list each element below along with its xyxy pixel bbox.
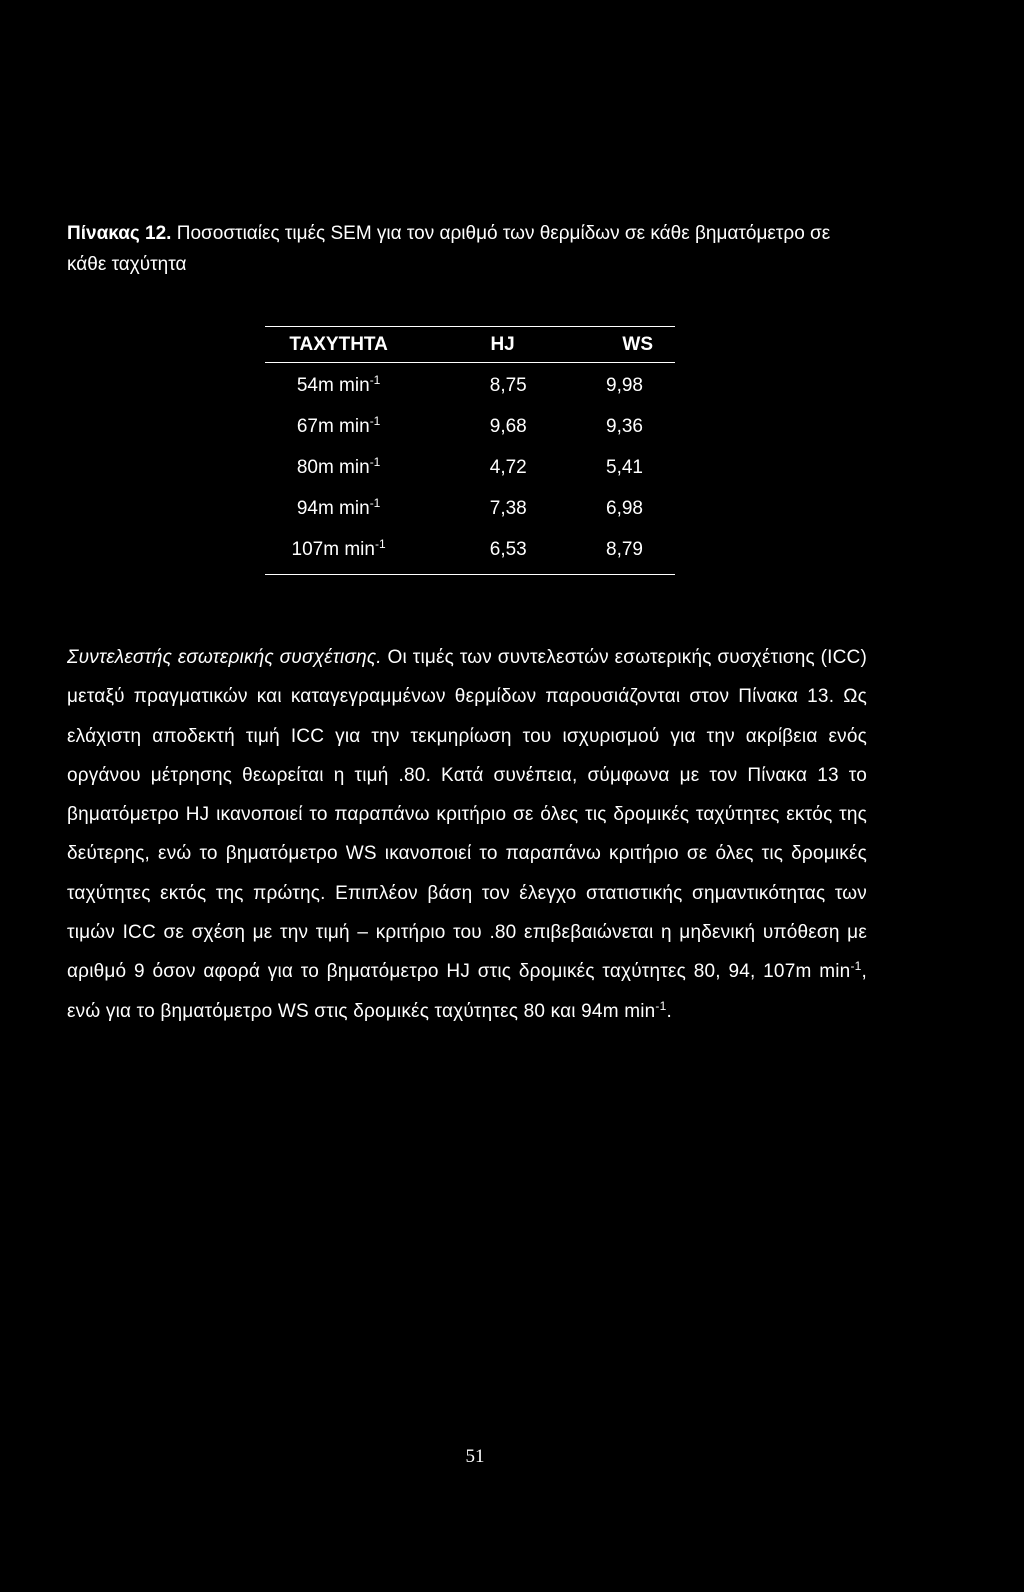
table-caption-label: Πίνακας 12. [67, 223, 172, 244]
sem-table [265, 326, 675, 575]
table-row [265, 363, 675, 407]
icc-paragraph [67, 638, 867, 1031]
speed-cell: 94m $\min^{-1}$ [296, 495, 381, 519]
page-number: 51 [465, 1446, 485, 1467]
ws-cell: 8,79 [606, 538, 643, 560]
table-caption [67, 218, 867, 280]
table-row [265, 488, 675, 529]
superscript: -1 [850, 959, 862, 974]
ws-cell: 9,98 [606, 374, 643, 396]
speed-cell: 54m $\min^{-1}$ [296, 372, 381, 396]
header-speed: ΤΑΧΥΤΗΤΑ [265, 327, 412, 363]
paragraph-lead: Συντελεστής εσωτερικής συσχέτισης. [67, 647, 382, 668]
hj-cell: 8,75 [489, 374, 527, 396]
header-ws: WS [535, 327, 675, 363]
hj-cell: 4,72 [489, 456, 527, 478]
paragraph-body: Οι τιμές των συντελεστών εσωτερικής συσχέτισης (ICC) μεταξύ πραγματικών και καταγεγραμμένων θερμίδων παρουσιάζονται στον Πίνακα 13. Ως ελάχιστη αποδεκτή τιμή ICC για την τεκμηρίωση του ισχυρισμού για την ακρίβεια ενός οργάνου μέτρησης θεωρείται η τιμή .80. Κατά συνέπεια, σύμφωνα με τον Πίνακα 13 το βηματόμετρο HJ ικανοποιεί το παραπάνω κριτήριο σε όλες τις δρομικές ταχύτητες εκτός της δεύτερης, ενώ το βηματόμετρο WS ικανοποιεί το παραπάνω κριτήριο σε όλες τις δρομικές ταχύτητες εκτός της πρώτης. Επιπλέον βάση τον έλεγχο στατιστικής σημαντικότητας των τιμών ICC σε σχέση με την τιμή – κριτήριο του .80 επιβεβαιώνεται η μηδενική υπόθεση με αριθμό 9 όσον αφορά για το βηματόμετρο HJ στις δρομικές ταχύτητες 80, 94, 107m min [67, 647, 867, 983]
table-row [265, 529, 675, 575]
ws-cell: 6,98 [606, 497, 643, 519]
table-caption-text: Ποσοστιαίες τιμές SEM για τον αριθμό των θερμίδων σε κάθε βηματόμετρο σε κάθε ταχύτητα [67, 223, 831, 275]
hj-cell: 9,68 [489, 415, 527, 437]
header-hj: HJ [412, 327, 535, 363]
speed-cell: 67m $\min^{-1}$ [296, 413, 381, 437]
ws-cell: 5,41 [606, 456, 643, 478]
hj-cell: 7,38 [489, 497, 527, 519]
speed-cell: 80m $\min^{-1}$ [296, 454, 381, 478]
table-row [265, 406, 675, 447]
table-header-row [265, 327, 675, 363]
ws-cell: 9,36 [606, 415, 643, 437]
speed-cell: 107m $\min^{-1}$ [291, 536, 386, 560]
hj-cell: 6,53 [489, 538, 527, 560]
paragraph-body: , ενώ για το βηματόμετρο WS στις δρομικές ταχύτητες 80 και 94m min [67, 961, 867, 1022]
paragraph-body: . [666, 1000, 672, 1022]
table-row [265, 447, 675, 488]
superscript: -1 [655, 998, 667, 1013]
